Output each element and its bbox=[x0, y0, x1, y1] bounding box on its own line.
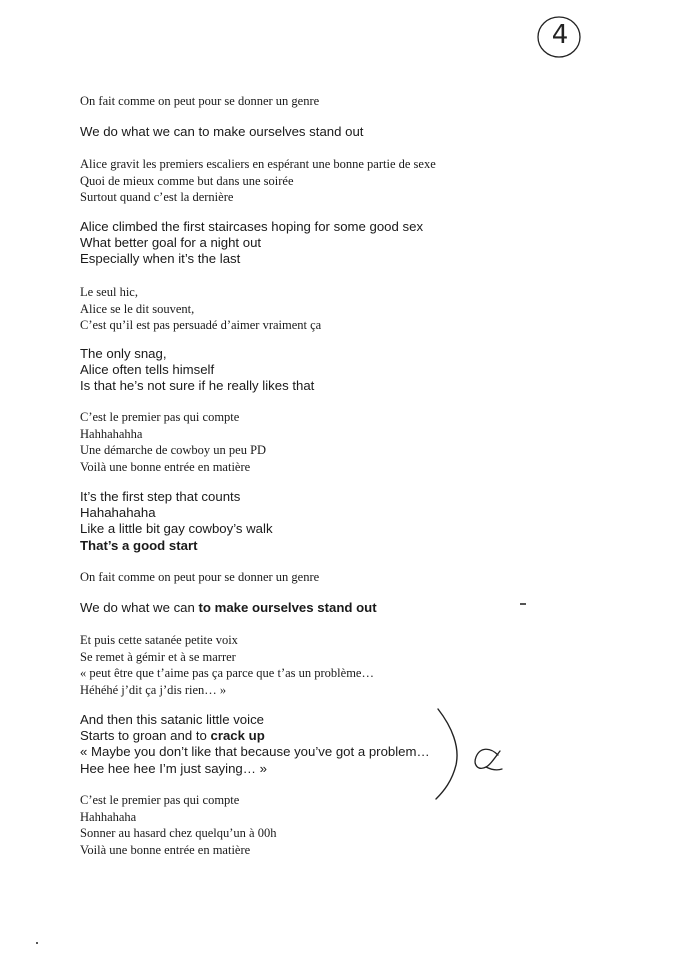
lyric-line bbox=[80, 728, 430, 744]
lyric-line: What better goal for a night out bbox=[80, 235, 262, 251]
stanza-english-1 bbox=[80, 124, 363, 140]
page-number: 4 bbox=[551, 20, 569, 50]
bold-text: crack up bbox=[210, 728, 265, 744]
stanza-english-6 bbox=[80, 712, 430, 777]
lyric-line: On fait comme on peut pour se donner un genre bbox=[80, 570, 320, 584]
lyric-line: Surtout quand c’est la dernière bbox=[80, 190, 234, 204]
scan-speck bbox=[520, 603, 526, 605]
lyric-line: Hee hee hee I’m just saying… » bbox=[80, 760, 267, 776]
stanza-english-2 bbox=[80, 219, 423, 268]
lyric-line: Like a little bit gay cowboy’s walk bbox=[80, 521, 273, 537]
lyric-line: Une démarche de cowboy un peu PD bbox=[80, 443, 267, 457]
lyric-line: « Maybe you don’t like that because you’ve got a problem… bbox=[80, 744, 430, 760]
lyric-line: Hahhahahha bbox=[80, 426, 143, 441]
handwritten-bracket-annotation bbox=[430, 705, 510, 805]
lyric-line: Se remet à gémir et à se marrer bbox=[80, 649, 236, 664]
stanza-french-2 bbox=[80, 156, 436, 206]
plain-text: Starts to groan and to bbox=[80, 728, 211, 744]
stanza-french-7 bbox=[80, 792, 276, 858]
lyric-line: Especially when it’s the last bbox=[80, 251, 241, 267]
lyric-line: Hahahahaha bbox=[80, 505, 156, 521]
bold-text: to make ourselves stand out bbox=[198, 600, 377, 615]
lyric-line: « peut être que t’aime pas ça parce que t’as un problème… bbox=[80, 666, 374, 680]
stanza-french-6 bbox=[80, 632, 374, 698]
stanza-french-5 bbox=[80, 569, 319, 586]
lyric-line: C’est qu’il est pas persuadé d’aimer vraiment ça bbox=[80, 318, 322, 332]
lyric-line: C’est le premier pas qui compte bbox=[80, 410, 240, 424]
lyric-line: Alice often tells himself bbox=[80, 362, 215, 378]
stanza-french-4 bbox=[80, 409, 266, 475]
stanza-english-4 bbox=[80, 489, 273, 554]
lyric-line: Alice se le dit souvent, bbox=[80, 301, 195, 316]
lyric-line: Voilà une bonne entrée en matière bbox=[80, 842, 251, 857]
lyric-line: Le seul hic, bbox=[80, 285, 138, 299]
stanza-english-3 bbox=[80, 346, 314, 395]
lyric-line-bold bbox=[80, 538, 273, 554]
lyric-line: Alice gravit les premiers escaliers en espérant une bonne partie de sexe bbox=[80, 157, 436, 171]
lyric-line: Alice climbed the first staircases hoping for some good sex bbox=[80, 219, 424, 234]
lyric-line: And then this satanic little voice bbox=[80, 712, 264, 727]
lyric-line: The only snag, bbox=[80, 346, 167, 361]
lyric-line bbox=[80, 600, 377, 616]
lyric-line: We do what we can to make ourselves stand out bbox=[80, 124, 364, 139]
plain-text: We do what we can bbox=[80, 600, 199, 615]
lyric-line: Quoi de mieux comme but dans une soirée bbox=[80, 173, 294, 188]
lyric-line: Et puis cette satanée petite voix bbox=[80, 633, 238, 647]
lyric-line: Voilà une bonne entrée en matière bbox=[80, 459, 251, 474]
lyric-line: C’est le premier pas qui compte bbox=[80, 793, 240, 807]
scan-speck bbox=[36, 942, 38, 944]
bold-text: That’s a good start bbox=[80, 537, 198, 553]
lyric-line: On fait comme on peut pour se donner un genre bbox=[80, 94, 320, 108]
stanza-french-3 bbox=[80, 284, 321, 334]
lyric-line: Héhéhé j’dit ça j’dis rien… » bbox=[80, 682, 227, 697]
stanza-french-1 bbox=[80, 93, 319, 110]
lyric-line: Is that he’s not sure if he really likes that bbox=[80, 378, 315, 394]
lyric-line: Hahhahaha bbox=[80, 809, 137, 824]
stanza-english-5 bbox=[80, 600, 377, 616]
lyric-line: It’s the first step that counts bbox=[80, 489, 241, 504]
lyric-line: Sonner au hasard chez quelqu’un à 00h bbox=[80, 826, 277, 840]
